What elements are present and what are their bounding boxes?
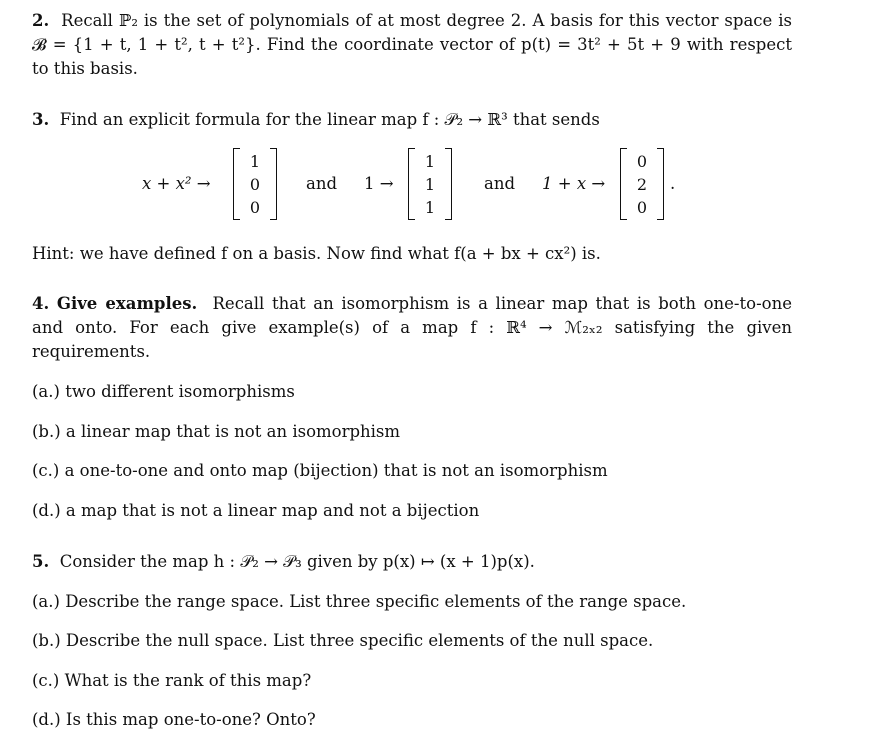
problem-5 [32,550,792,574]
vector-3-entry-1: 0 [636,152,648,171]
map-3-label: 1 + x → [542,174,606,193]
vector-1-entry-2: 0 [249,175,261,194]
problem-4-item-c: (c.) a one-to-one and onto map (bijection) that is not an isomorphism [32,461,608,480]
vector-1-entry-3: 0 [249,198,261,217]
problem-2-text: Recall ℙ₂ is the set of polynomials of at most degree 2. A basis for this vector space is 𝓑 = {1 + t, 1 + t², t + t²}. Find the coordinate vector of p(t) = 3t² + 5t + 9 with respect to this basis. [32,11,792,78]
problem-5-number: 5. [32,552,50,571]
map-2-label: 1 → [364,174,394,193]
problem-4-number: 4. [32,294,50,313]
problem-5-text: Consider the map h : 𝒫₂ → 𝒫₃ given by p(x) ↦ (x + 1)p(x). [59,552,535,571]
problem-5-item-b: (b.) Describe the null space. List three specific elements of the null space. [32,631,654,650]
map-1-label: x + x² → [142,174,211,193]
problem-3-number: 3. [32,110,50,129]
vector-2-entry-2: 1 [424,175,436,194]
vector-3-entry-2: 2 [636,175,648,194]
problem-3-hint: Hint: we have defined f on a basis. Now find what f(a + bx + cx²) is. [32,244,601,263]
vector-2 [408,148,452,220]
problem-4-item-a: (a.) two different isomorphisms [32,382,295,401]
problem-3-intro [32,108,792,132]
problem-2-number: 2. [32,11,50,30]
vector-2-entry-1: 1 [424,152,436,171]
vector-3 [620,148,664,220]
problem-4-item-d: (d.) a map that is not a linear map and not a bijection [32,501,480,520]
problem-4-text: Recall that an isomorphism is a linear map that is both one-to-one and onto. For each give example(s) of a map f : ℝ⁴ → ℳ₂ₓ₂ satisfying the given requirements. [32,294,792,361]
problem-4 [32,292,792,364]
problem-5-item-d: (d.) Is this map one-to-one? Onto? [32,710,316,729]
and-word-2: and [484,174,516,193]
problem-5-item-c: (c.) What is the rank of this map? [32,671,312,690]
problem-4-item-b: (b.) a linear map that is not an isomorphism [32,422,401,441]
problem-3-text: Find an explicit formula for the linear map f : 𝒫₂ → ℝ³ that sends [59,110,600,129]
problem-2 [32,9,792,81]
vector-1 [233,148,277,220]
problem-5-item-a: (a.) Describe the range space. List three specific elements of the range space. [32,592,687,611]
end-period: . [670,174,676,193]
and-word-1: and [306,174,338,193]
problem-4-title: Give examples. [56,294,198,313]
problem-3-map-display [0,144,872,224]
vector-3-entry-3: 0 [636,198,648,217]
vector-2-entry-3: 1 [424,198,436,217]
vector-1-entry-1: 1 [249,152,261,171]
